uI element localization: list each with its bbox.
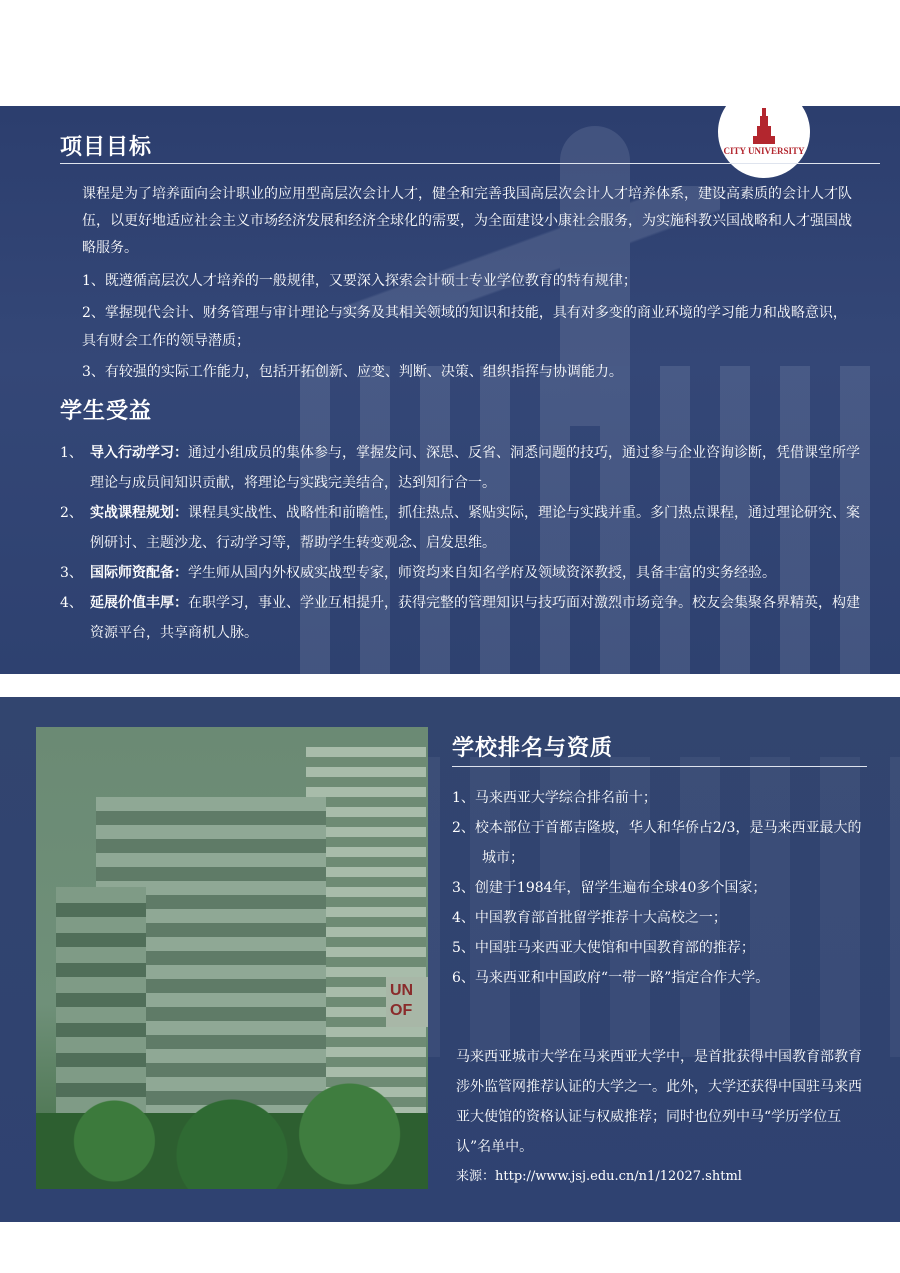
benefits-title: 学生受益 bbox=[60, 399, 153, 424]
benefit-number: 4、 bbox=[60, 595, 83, 611]
ranking-text: 校本部位于首都吉隆坡，华人和华侨占2/3，是马来西亚最大的城市； bbox=[474, 820, 862, 866]
ranking-text: 中国教育部首批留学推荐十大高校之一； bbox=[474, 910, 727, 926]
ranking-item bbox=[452, 873, 872, 903]
logo-text: CITY UNIVERSITY bbox=[723, 146, 805, 156]
benefit-text: 在职学习，事业、学业互相提升，获得完整的管理知识与技巧面对激烈市场竞争。校友会集聚各界精英，构建资源平台，共享商机人脉。 bbox=[90, 595, 860, 641]
campus-sign: UN OF bbox=[386, 977, 428, 1027]
benefit-item bbox=[60, 558, 860, 588]
benefit-title: 延展价值丰厚： bbox=[90, 595, 188, 611]
ranking-item bbox=[452, 903, 872, 933]
ranking-number: 1、 bbox=[452, 790, 475, 806]
benefit-title: 导入行动学习： bbox=[90, 445, 188, 461]
objectives-intro: 课程是为了培养面向会计职业的应用型高层次会计人才，健全和完善我国高层次会计人才培养体系，建设高素质的会计人才队伍，以更好地适应社会主义市场经济发展和经济全球化的需要，为全面建设小康社会服务，为实施科教兴国战略和人才强国战略服务。 bbox=[82, 186, 852, 256]
benefit-number: 1、 bbox=[60, 445, 83, 461]
benefits-list bbox=[60, 438, 860, 648]
objectives-list bbox=[82, 268, 852, 386]
benefit-text: 学生师从国内外权威实战型专家，师资均来自知名学府及领域资深教授，具备丰富的实务经验。 bbox=[188, 565, 776, 581]
campus-photo bbox=[36, 727, 428, 1189]
ranking-number: 6、 bbox=[452, 970, 475, 986]
ranking-item bbox=[452, 813, 872, 873]
ranking-item bbox=[452, 933, 872, 963]
benefit-title: 国际师资配备： bbox=[90, 565, 188, 581]
objectives-title: 项目目标 bbox=[60, 135, 153, 160]
benefit-item bbox=[60, 498, 860, 558]
benefit-text: 通过小组成员的集体参与，掌握发问、深思、反省、洞悉问题的技巧，通过参与企业咨询诊断，凭借课堂所学理论与成员间知识贡献，将理论与实践完美结合，达到知行合一。 bbox=[90, 445, 860, 491]
ranking-text: 中国驻马来西亚大使馆和中国教育部的推荐； bbox=[474, 940, 755, 956]
ranking-divider bbox=[452, 766, 867, 767]
ranking-number: 3、 bbox=[452, 880, 475, 896]
ranking-number: 5、 bbox=[452, 940, 475, 956]
objective-item: 3、有较强的实际工作能力，包括开拓创新、应变、判断、决策、组织指挥与协调能力。 bbox=[82, 364, 623, 380]
objective-item: 2、掌握现代会计、财务管理与审计理论与实务及其相关领域的知识和技能，具有对多变的商业环境的学习能力和战略意识，具有财会工作的领导潜质； bbox=[82, 305, 847, 349]
ranking-text: 马来西亚和中国政府“一带一路”指定合作大学。 bbox=[474, 970, 770, 986]
benefit-item bbox=[60, 438, 860, 498]
benefit-number: 3、 bbox=[60, 565, 83, 581]
source-link: 来源：http://www.jsj.edu.cn/n1/12027.shtml bbox=[456, 1169, 742, 1184]
tower-icon bbox=[751, 108, 777, 144]
ranking-item bbox=[452, 783, 872, 813]
ranking-item bbox=[452, 963, 872, 993]
objective-item: 1、既遵循高层次人才培养的一般规律，又要深入探索会计硕士专业学位教育的特有规律； bbox=[82, 273, 637, 289]
ranking-text: 创建于1984年，留学生遍布全球40多个国家； bbox=[474, 880, 767, 896]
benefit-text: 课程具实战性、战略性和前瞻性，抓住热点、紧贴实际，理论与实践并重。多门热点课程，通过理论研究、案例研讨、主题沙龙、行动学习等，帮助学生转变观念、启发思维。 bbox=[90, 505, 860, 551]
objectives-divider bbox=[60, 163, 880, 164]
ranking-title: 学校排名与资质 bbox=[452, 736, 614, 761]
ranking-number: 2、 bbox=[452, 820, 475, 836]
benefit-number: 2、 bbox=[60, 505, 83, 521]
city-university-logo bbox=[718, 86, 810, 178]
ranking-text: 马来西亚大学综合排名前十； bbox=[474, 790, 657, 806]
benefit-title: 实战课程规划： bbox=[90, 505, 188, 521]
ranking-note: 马来西亚城市大学在马来西亚大学中，是首批获得中国教育部教育涉外监管网推荐认证的大学之一。此外，大学还获得中国驻马来西亚大使馆的资格认证与权威推荐；同时也位列中马“学历学位互认”名单中。 bbox=[456, 1049, 862, 1155]
benefit-item bbox=[60, 588, 860, 648]
ranking-list bbox=[452, 783, 872, 993]
ranking-number: 4、 bbox=[452, 910, 475, 926]
